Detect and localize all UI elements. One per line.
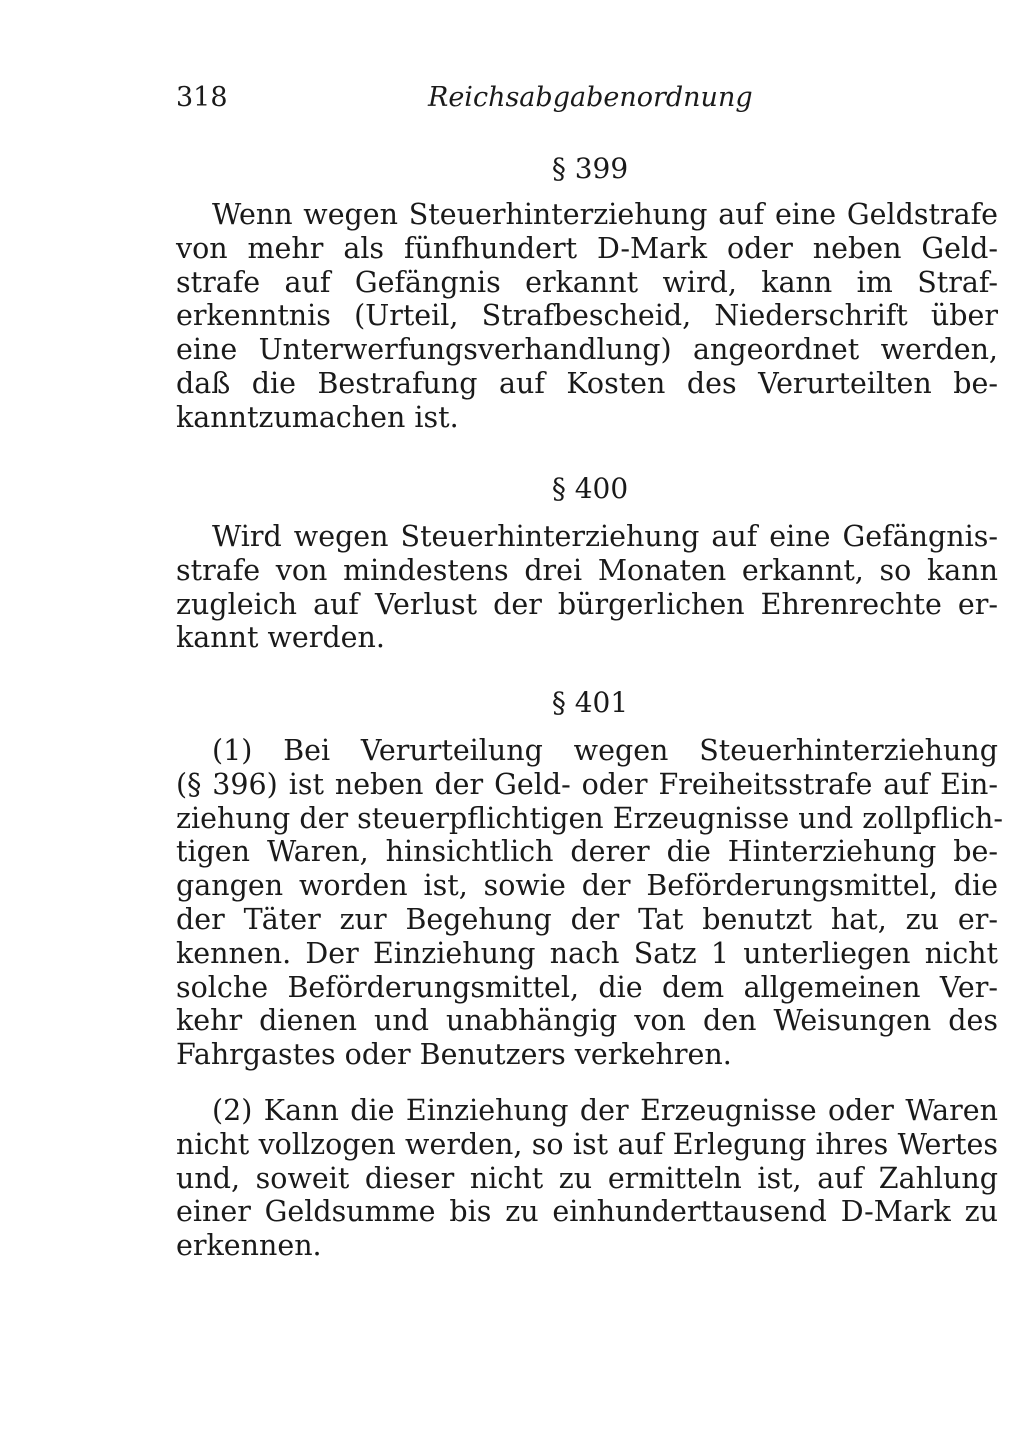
section-heading-400: § 400 xyxy=(551,472,629,505)
text-line: kennen. Der Einziehung nach Satz 1 unterliegen nicht xyxy=(176,936,998,970)
text-line: eine Unterwerfungsverhandlung) angeordnet werden, xyxy=(176,333,998,367)
text-line: strafe von mindestens drei Monaten erkannt, so kann xyxy=(176,553,998,587)
text-line: einer Geldsumme bis zu einhunderttausend D-Mark zu xyxy=(176,1195,998,1229)
section-399-paragraph xyxy=(176,198,998,435)
text-line: Wird wegen Steuerhinterziehung auf eine Gefängnis- xyxy=(212,520,998,553)
text-line: ziehung der steuerpflichtigen Erzeugnisse und zollpflich- xyxy=(176,801,1004,835)
section-400-paragraph xyxy=(176,520,998,655)
text-line: (§ 396) ist neben der Geld- oder Freiheitsstrafe auf Ein- xyxy=(176,767,998,801)
text-line: und, soweit dieser nicht zu ermitteln ist, auf Zahlung xyxy=(176,1161,998,1195)
text-line: (2) Kann die Einziehung der Erzeugnisse oder Waren xyxy=(212,1094,998,1127)
text-line: solche Beförderungsmittel, die dem allgemeinen Ver- xyxy=(176,970,998,1004)
text-line: von mehr als fünfhundert D-Mark oder neben Geld- xyxy=(176,231,998,265)
text-line: gangen worden ist, sowie der Beförderungsmittel, die xyxy=(176,869,998,903)
section-401-paragraph-2 xyxy=(176,1094,998,1263)
text-line: daß die Bestrafung auf Kosten des Verurteilten be- xyxy=(176,366,998,400)
text-line: erkennen. xyxy=(176,1229,322,1263)
text-line: (1) Bei Verurteilung wegen Steuerhinterziehung xyxy=(212,734,998,767)
text-line: kehr dienen und unabhängig von den Weisungen des xyxy=(176,1004,998,1038)
text-line: tigen Waren, hinsichtlich derer die Hinterziehung be- xyxy=(176,835,998,869)
text-line: strafe auf Gefängnis erkannt wird, kann im Straf- xyxy=(176,265,998,299)
running-title: Reichsabgabenordnung xyxy=(428,82,753,113)
text-line: Fahrgastes oder Benutzers verkehren. xyxy=(176,1038,732,1072)
section-401-paragraph-1 xyxy=(176,734,1004,1072)
text-line: zugleich auf Verlust der bürgerlichen Ehrenrechte er- xyxy=(176,587,998,621)
page-number: 318 xyxy=(176,82,228,113)
text-line: nicht vollzogen werden, so ist auf Erlegung ihres Wertes xyxy=(176,1127,998,1161)
text-line: Wenn wegen Steuerhinterziehung auf eine Geldstrafe xyxy=(212,198,998,231)
text-line: kannt werden. xyxy=(176,621,385,655)
text-line: kanntzumachen ist. xyxy=(176,400,459,434)
text-line: erkenntnis (Urteil, Strafbescheid, Niederschrift über xyxy=(176,299,998,333)
text-line: der Täter zur Begehung der Tat benutzt hat, zu er- xyxy=(176,902,998,936)
running-header xyxy=(176,82,776,122)
section-heading-401: § 401 xyxy=(551,686,629,719)
section-heading-399: § 399 xyxy=(551,152,629,185)
